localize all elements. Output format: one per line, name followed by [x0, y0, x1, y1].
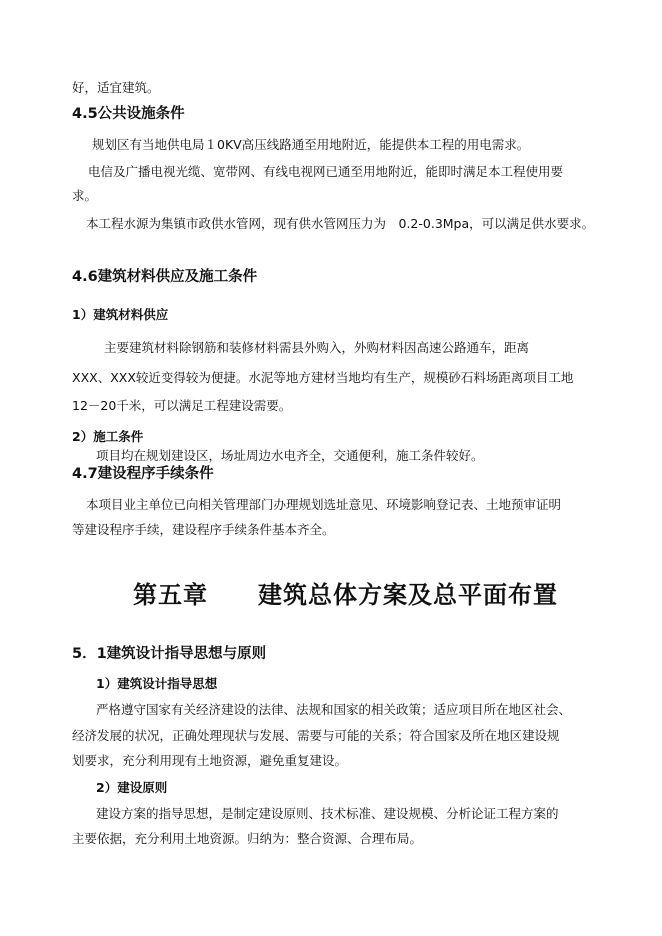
- chapter-title: 第五章 建筑总体方案及总平面布置: [133, 580, 558, 609]
- text-line: 12－20千米，可以满足工程建设需要。: [72, 398, 292, 413]
- text-line: XXX、XXX较近变得较为便捷。水泥等地方建材当地均有生产，规模砂石料场距离项目工地: [72, 370, 574, 385]
- subsection-heading: 1）建筑设计指导思想: [96, 676, 218, 691]
- text-line: 经济发展的状况，正确处理现状与发展、需要与可能的关系；符合国家及所在地区建设规: [72, 728, 560, 743]
- section-heading-4-5: 4.5公共设施条件: [72, 106, 185, 122]
- text-line: 本项目业主单位已向相关管理部门办理规划选址意见、环境影响登记表、土地预审证明: [86, 497, 562, 512]
- text-line: 严格遵守国家有关经济建设的法律、法规和国家的相关政策；适应项目所在地区社会、: [96, 702, 572, 717]
- section-heading-4-7: 4.7建设程序手续条件: [72, 466, 214, 482]
- text-line: 电信及广播电视光缆、宽带网、有线电视网已通至用地附近，能即时满足本工程使用要: [88, 164, 564, 179]
- subsection-heading: 1）建筑材料供应: [72, 307, 169, 322]
- text-line: 主要依据，充分利用土地资源。归纳为：整合资源、合理布局。: [72, 831, 423, 846]
- text-line: 划要求，充分利用现有土地资源，避免重复建设。: [72, 753, 348, 768]
- text-line: 本工程水源为集镇市政供水管网，现有供水管网压力为 0.2-0.3Mpa，可以满足供水要求。: [86, 216, 595, 231]
- section-heading-5-1: 5．1建筑设计指导思想与原则: [72, 646, 267, 662]
- text-line: 好，适宜建筑。: [72, 80, 160, 95]
- text-line: 求。: [72, 188, 98, 203]
- text-line: 项目均在规划建设区，场址周边水电齐全，交通便利，施工条件较好。: [96, 448, 484, 463]
- text-line: 主要建筑材料除钢筋和装修材料需县外购入，外购材料因高速公路通车，距离: [104, 340, 530, 355]
- subsection-heading: 2）建设原则: [96, 780, 168, 795]
- text-line: 规划区有当地供电局１0KV高压线路通至用地附近，能提供本工程的用电需求。: [92, 137, 530, 152]
- text-line: 建设方案的指导思想，是制定建设原则、技术标准、建设规模、分析论证工程方案的: [96, 806, 559, 821]
- text-line: 等建设程序手续，建设程序手续条件基本齐全。: [72, 522, 335, 537]
- subsection-heading: 2）施工条件: [72, 429, 144, 444]
- section-heading-4-6: 4.6建筑材料供应及施工条件: [72, 269, 258, 285]
